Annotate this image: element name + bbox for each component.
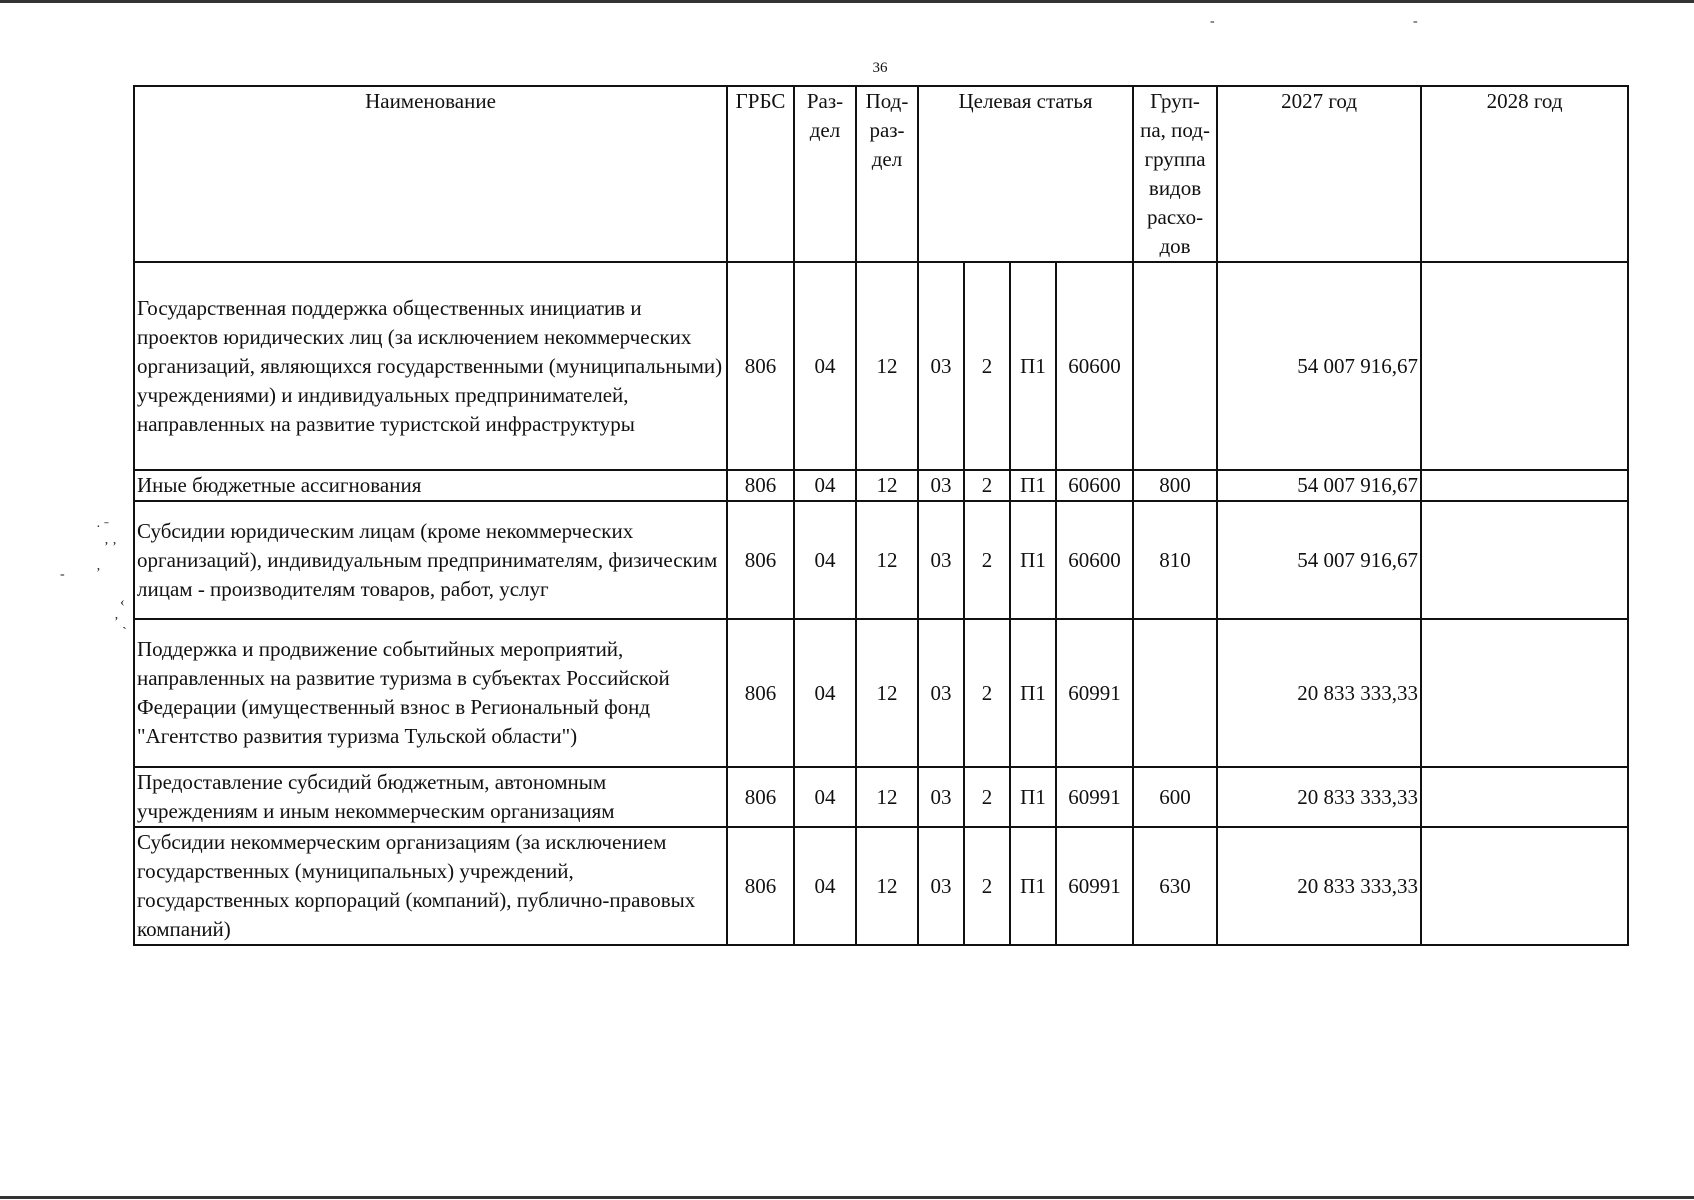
table-row (134, 262, 1628, 470)
scan-speck: · ˉ (96, 520, 109, 535)
row-target-program: 03 (918, 470, 964, 501)
header-name: Наименование (134, 86, 727, 262)
row-target-program: 03 (918, 827, 964, 945)
row-name: Поддержка и продвижение событийных мероприятий, направленных на развитие туризма в субъектах Российской Федерации (имущественный взнос в Региональный фонд "Агентство развития туризма Тульской области") (134, 619, 727, 767)
scan-speck: - (1210, 14, 1215, 29)
row-grbs: 806 (727, 470, 794, 501)
row-target-project: П1 (1010, 767, 1056, 827)
header-2027: 2027 год (1217, 86, 1421, 262)
header-group: Груп- па, под- группа видов расхо- дов (1133, 86, 1217, 262)
scan-speck: ʼ ˏ (114, 615, 127, 630)
row-podrazdel: 12 (856, 827, 918, 945)
row-target-program: 03 (918, 767, 964, 827)
header-2028: 2028 год (1421, 86, 1628, 262)
row-target-direction: 60991 (1056, 619, 1133, 767)
scan-speck: ‹ (120, 595, 125, 610)
header-grbs: ГРБС (727, 86, 794, 262)
table-row (134, 619, 1628, 767)
page-number: 36 (872, 60, 888, 76)
row-podrazdel: 12 (856, 262, 918, 470)
row-target-program: 03 (918, 619, 964, 767)
row-target-type: 2 (964, 619, 1010, 767)
row-group: 800 (1133, 470, 1217, 501)
row-target-program: 03 (918, 262, 964, 470)
row-razdel: 04 (794, 262, 856, 470)
row-group: 600 (1133, 767, 1217, 827)
row-group (1133, 262, 1217, 470)
row-target-project: П1 (1010, 619, 1056, 767)
scan-speck: ʼ ʼ (104, 540, 117, 555)
row-amount-2028 (1421, 827, 1628, 945)
scan-speck: - (60, 567, 65, 582)
row-target-type: 2 (964, 501, 1010, 619)
row-amount-2027: 20 833 333,33 (1217, 767, 1421, 827)
table-row (134, 470, 1628, 501)
row-grbs: 806 (727, 827, 794, 945)
row-group (1133, 619, 1217, 767)
row-grbs: 806 (727, 501, 794, 619)
table-row (134, 827, 1628, 945)
row-podrazdel: 12 (856, 470, 918, 501)
table-body (134, 262, 1628, 945)
row-target-program: 03 (918, 501, 964, 619)
row-amount-2028 (1421, 470, 1628, 501)
row-target-type: 2 (964, 767, 1010, 827)
table-row (134, 767, 1628, 827)
scan-speck: - (1413, 14, 1418, 29)
row-name: Субсидии некоммерческим организациям (за исключением государственных (муниципальных) учреждений, государственных корпораций (компаний), публично-правовых компаний) (134, 827, 727, 945)
row-target-project: П1 (1010, 827, 1056, 945)
row-podrazdel: 12 (856, 501, 918, 619)
row-target-direction: 60991 (1056, 827, 1133, 945)
row-razdel: 04 (794, 470, 856, 501)
row-target-type: 2 (964, 827, 1010, 945)
row-target-direction: 60600 (1056, 262, 1133, 470)
row-amount-2027: 54 007 916,67 (1217, 262, 1421, 470)
row-target-project: П1 (1010, 262, 1056, 470)
row-target-direction: 60991 (1056, 767, 1133, 827)
row-name: Государственная поддержка общественных инициатив и проектов юридических лиц (за исключением некоммерческих организаций, являющихся государственными (муниципальными) учреждениями) и индивидуальных предпринимателей, направленных на развитие туристской инфраструктуры (134, 262, 727, 470)
row-grbs: 806 (727, 767, 794, 827)
row-target-project: П1 (1010, 501, 1056, 619)
scan-border-bottom (0, 1196, 1694, 1199)
row-razdel: 04 (794, 827, 856, 945)
row-name: Предоставление субсидий бюджетным, автономным учреждениям и иным некоммерческим организациям (134, 767, 727, 827)
row-group: 810 (1133, 501, 1217, 619)
row-podrazdel: 12 (856, 767, 918, 827)
row-amount-2028 (1421, 262, 1628, 470)
header-podrazdel: Под- раз- дел (856, 86, 918, 262)
row-group: 630 (1133, 827, 1217, 945)
header-razdel: Раз- дел (794, 86, 856, 262)
row-target-project: П1 (1010, 470, 1056, 501)
row-name: Субсидии юридическим лицам (кроме некоммерческих организаций), индивидуальным предпринимателям, физическим лицам - производителям товаров, работ, услуг (134, 501, 727, 619)
scan-speck: ʼ (96, 566, 101, 581)
row-amount-2028 (1421, 619, 1628, 767)
table-header-row (134, 86, 1628, 262)
row-amount-2027: 54 007 916,67 (1217, 501, 1421, 619)
row-amount-2027: 54 007 916,67 (1217, 470, 1421, 501)
row-razdel: 04 (794, 501, 856, 619)
row-podrazdel: 12 (856, 619, 918, 767)
scan-border-top (0, 0, 1694, 3)
budget-table (133, 85, 1629, 946)
table-row (134, 501, 1628, 619)
row-razdel: 04 (794, 767, 856, 827)
row-amount-2027: 20 833 333,33 (1217, 827, 1421, 945)
row-target-direction: 60600 (1056, 470, 1133, 501)
header-target: Целевая статья (918, 86, 1133, 262)
row-amount-2028 (1421, 767, 1628, 827)
row-grbs: 806 (727, 619, 794, 767)
row-target-direction: 60600 (1056, 501, 1133, 619)
row-grbs: 806 (727, 262, 794, 470)
row-target-type: 2 (964, 470, 1010, 501)
row-amount-2027: 20 833 333,33 (1217, 619, 1421, 767)
row-razdel: 04 (794, 619, 856, 767)
row-amount-2028 (1421, 501, 1628, 619)
row-target-type: 2 (964, 262, 1010, 470)
row-name: Иные бюджетные ассигнования (134, 470, 727, 501)
